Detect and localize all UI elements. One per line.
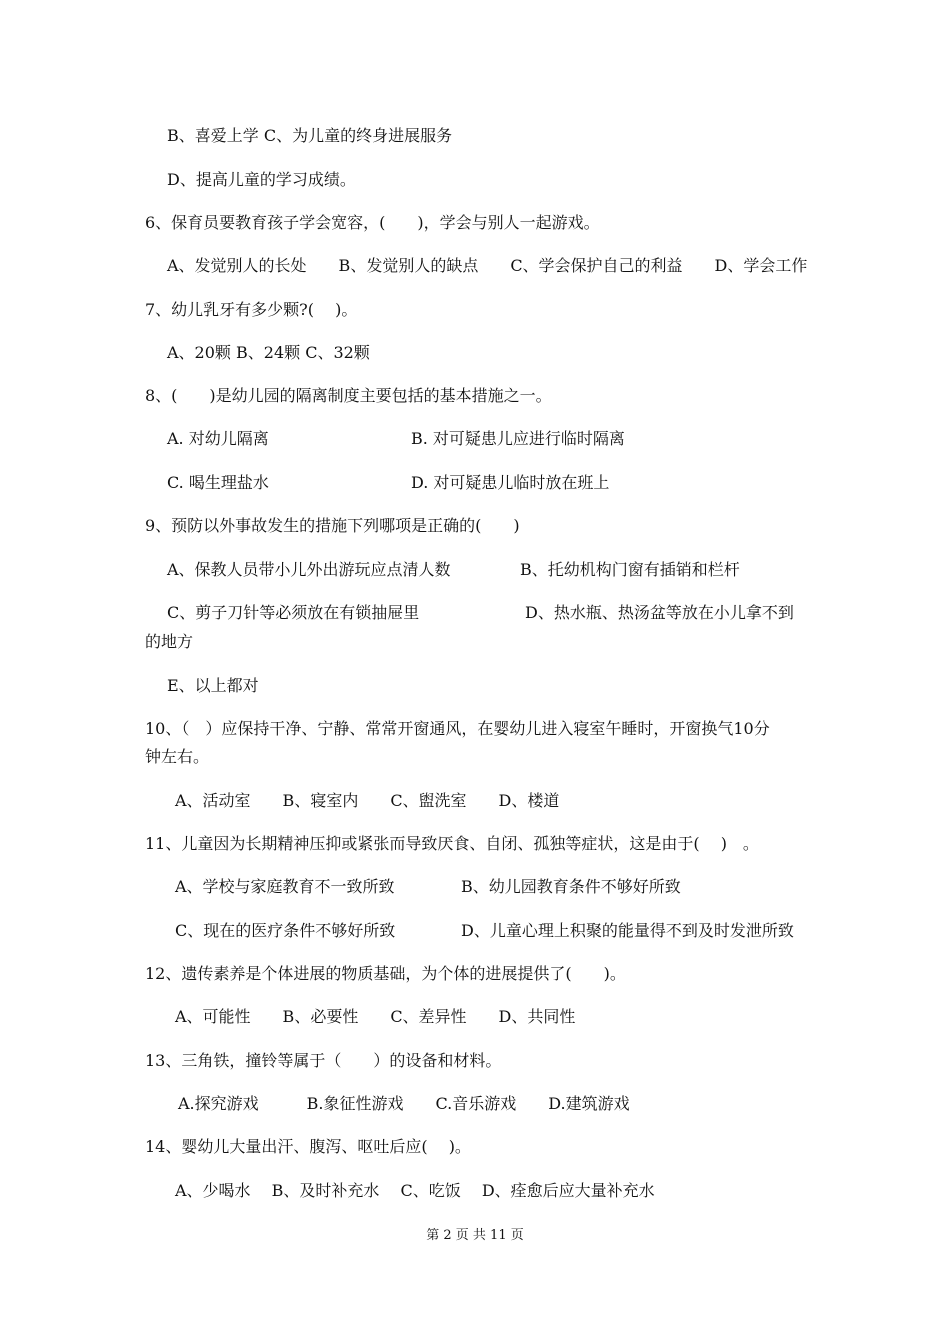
q9-option-e: E、以上都对 (167, 676, 259, 695)
q5-option-d: D、提高儿童的学习成绩。 (167, 170, 356, 189)
q8-option-c: C. 喝生理盐水 (167, 473, 269, 492)
question-10: 10、（ ）应保持干净、宁静、常常开窗通风，在婴幼儿进入寝室午睡时，开窗换气10分 (145, 719, 770, 738)
q7-options: A、20颗 B、24颗 C、32颗 (167, 343, 370, 362)
question-12: 12、遗传素养是个体进展的物质基础，为个体的进展提供了( )。 (145, 964, 626, 983)
q8-option-b: B. 对可疑患儿应进行临时隔离 (411, 429, 625, 448)
q13-options: A.探究游戏 B.象征性游戏 C.音乐游戏 D.建筑游戏 (178, 1094, 630, 1113)
q11-option-b: B、幼儿园教育条件不够好所致 (461, 877, 681, 896)
question-13: 13、三角铁，撞铃等属于（ ）的设备和材料。 (145, 1051, 502, 1070)
question-11: 11、儿童因为长期精神压抑或紧张而导致厌食、自闭、孤独等症状，这是由于( ) 。 (145, 834, 759, 853)
question-8: 8、( )是幼儿园的隔离制度主要包括的基本措施之一。 (145, 386, 552, 405)
page-footer: 第 2 页 共 11 页 (426, 1228, 524, 1243)
q12-options: A、可能性 B、必要性 C、差异性 D、共同性 (175, 1007, 576, 1026)
q9-option-d: D、热水瓶、热汤盆等放在小儿拿不到 (525, 603, 794, 622)
q11-option-d: D、儿童心理上积聚的能量得不到及时发泄所致 (461, 921, 794, 940)
q14-options: A、少喝水 B、及时补充水 C、吃饭 D、痊愈后应大量补充水 (175, 1181, 655, 1200)
q11-option-c: C、现在的医疗条件不够好所致 (175, 921, 396, 940)
q9-option-a: A、保教人员带小儿外出游玩应点清人数 (167, 560, 451, 579)
question-10-continued: 钟左右。 (145, 747, 210, 766)
q11-option-a: A、学校与家庭教育不一致所致 (175, 877, 395, 896)
q5-option-b-c: B、喜爱上学 C、为儿童的终身进展服务 (167, 126, 453, 145)
question-14: 14、婴幼儿大量出汗、腹泻、呕吐后应( )。 (145, 1137, 471, 1156)
q10-options: A、活动室 B、寝室内 C、盥洗室 D、楼道 (175, 791, 560, 810)
q8-option-a: A. 对幼儿隔离 (167, 429, 269, 448)
question-9: 9、预防以外事故发生的措施下列哪项是正确的( ) (145, 516, 520, 535)
question-7: 7、幼儿乳牙有多少颗?( )。 (145, 300, 358, 319)
q9-option-b: B、托幼机构门窗有插销和栏杆 (520, 560, 740, 579)
q6-options: A、发觉别人的长处 B、发觉别人的缺点 C、学会保护自己的利益 D、学会工作 (167, 256, 808, 275)
q8-option-d: D. 对可疑患儿临时放在班上 (411, 473, 610, 492)
question-6: 6、保育员要教育孩子学会宽容，( )，学会与别人一起游戏。 (145, 213, 600, 232)
q9-option-c: C、剪子刀针等必须放在有锁抽屉里 (167, 603, 420, 622)
q9-option-d-continued: 的地方 (145, 632, 194, 651)
